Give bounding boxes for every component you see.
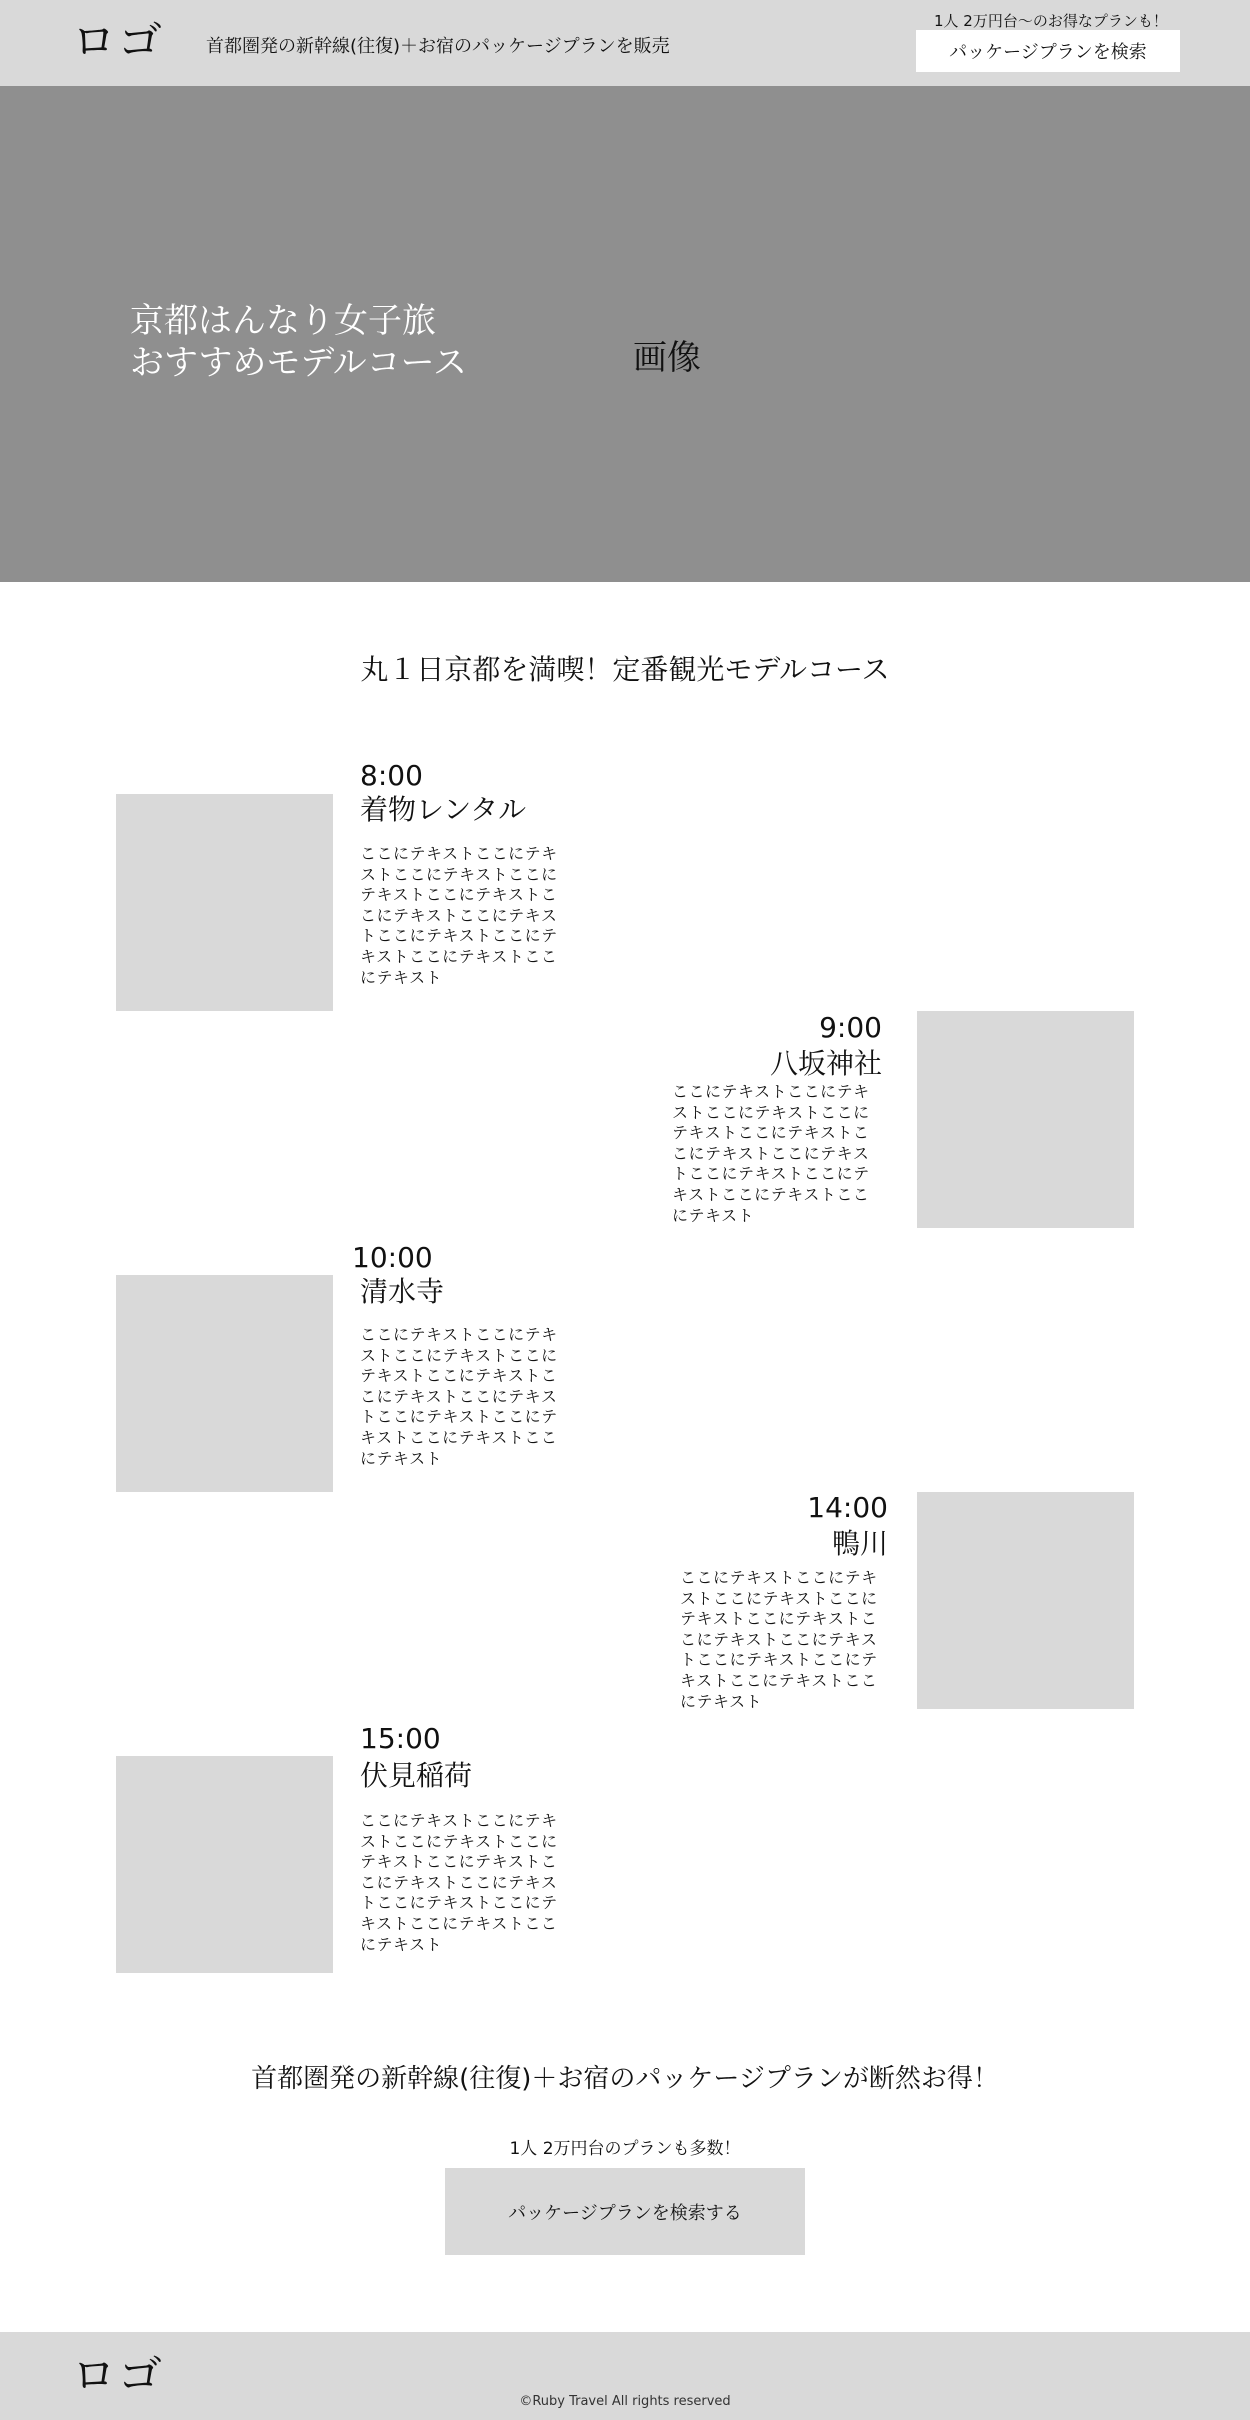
course-time-3: 10:00 [352,1241,433,1274]
course-time-1: 8:00 [360,759,423,792]
course-text-4: ここにテキストここにテキストここにテキストここにテキストここにテキストここにテキストここにテキストここにテキストここにテキストここにテキストここにテキスト [680,1568,878,1711]
package-search-button[interactable]: パッケージプランを検索 [916,30,1180,72]
course-text-2: ここにテキストここにテキストここにテキストここにテキストここにテキストここにテキストここにテキストここにテキストここにテキストここにテキストここにテキスト [672,1082,870,1225]
footer-logo[interactable]: ロゴ [72,2350,164,2401]
course-time-4: 14:00 [807,1491,888,1524]
course-photo-3 [116,1275,333,1492]
course-text-5: ここにテキストここにテキストここにテキストここにテキストここにテキストここにテキストここにテキストここにテキストここにテキストここにテキストここにテキスト [360,1811,558,1954]
course-photo-4 [917,1492,1134,1709]
course-photo-1 [116,794,333,1011]
hero-image-label: 画像 [633,338,701,378]
cta-search-button[interactable]: パッケージプランを検索する [445,2168,805,2255]
site-header [0,0,1250,86]
course-time-5: 15:00 [360,1722,441,1755]
header-tagline: 首都圏発の新幹線(往復)＋お宿のパッケージプランを販売 [206,36,670,57]
header-promo-text: 1人 2万円台〜のお得なプランも！ [934,12,1168,30]
copyright-text: ©Ruby Travel All rights reserved [519,2394,731,2409]
course-text-1: ここにテキストここにテキストここにテキストここにテキストここにテキストここにテキストここにテキストここにテキストここにテキストここにテキストここにテキスト [360,844,558,987]
course-section-title: 丸１日京都を満喫！定番観光モデルコース [360,653,890,686]
course-spot-3: 清水寺 [360,1275,445,1308]
cta-title: 首都圏発の新幹線(往復)＋お宿のパッケージプランが断然お得！ [251,2064,999,2094]
course-spot-1: 着物レンタル [360,793,527,826]
header-logo[interactable]: ロゴ [72,16,164,67]
course-photo-5 [116,1756,333,1973]
hero-title-line2: おすすめモデルコース [130,343,467,383]
course-spot-5: 伏見稲荷 [360,1759,473,1792]
course-spot-2: 八坂神社 [769,1047,882,1080]
course-spot-4: 鴨川 [831,1527,888,1560]
course-text-3: ここにテキストここにテキストここにテキストここにテキストここにテキストここにテキストここにテキストここにテキストここにテキストここにテキストここにテキスト [360,1325,558,1468]
site-footer [0,2332,1250,2420]
hero-title-line1: 京都はんなり女子旅 [130,301,436,341]
course-time-2: 9:00 [819,1011,882,1044]
course-photo-2 [917,1011,1134,1228]
hero-title [130,300,467,384]
cta-subtitle: 1人 2万円台のプランも多数！ [509,2139,741,2159]
